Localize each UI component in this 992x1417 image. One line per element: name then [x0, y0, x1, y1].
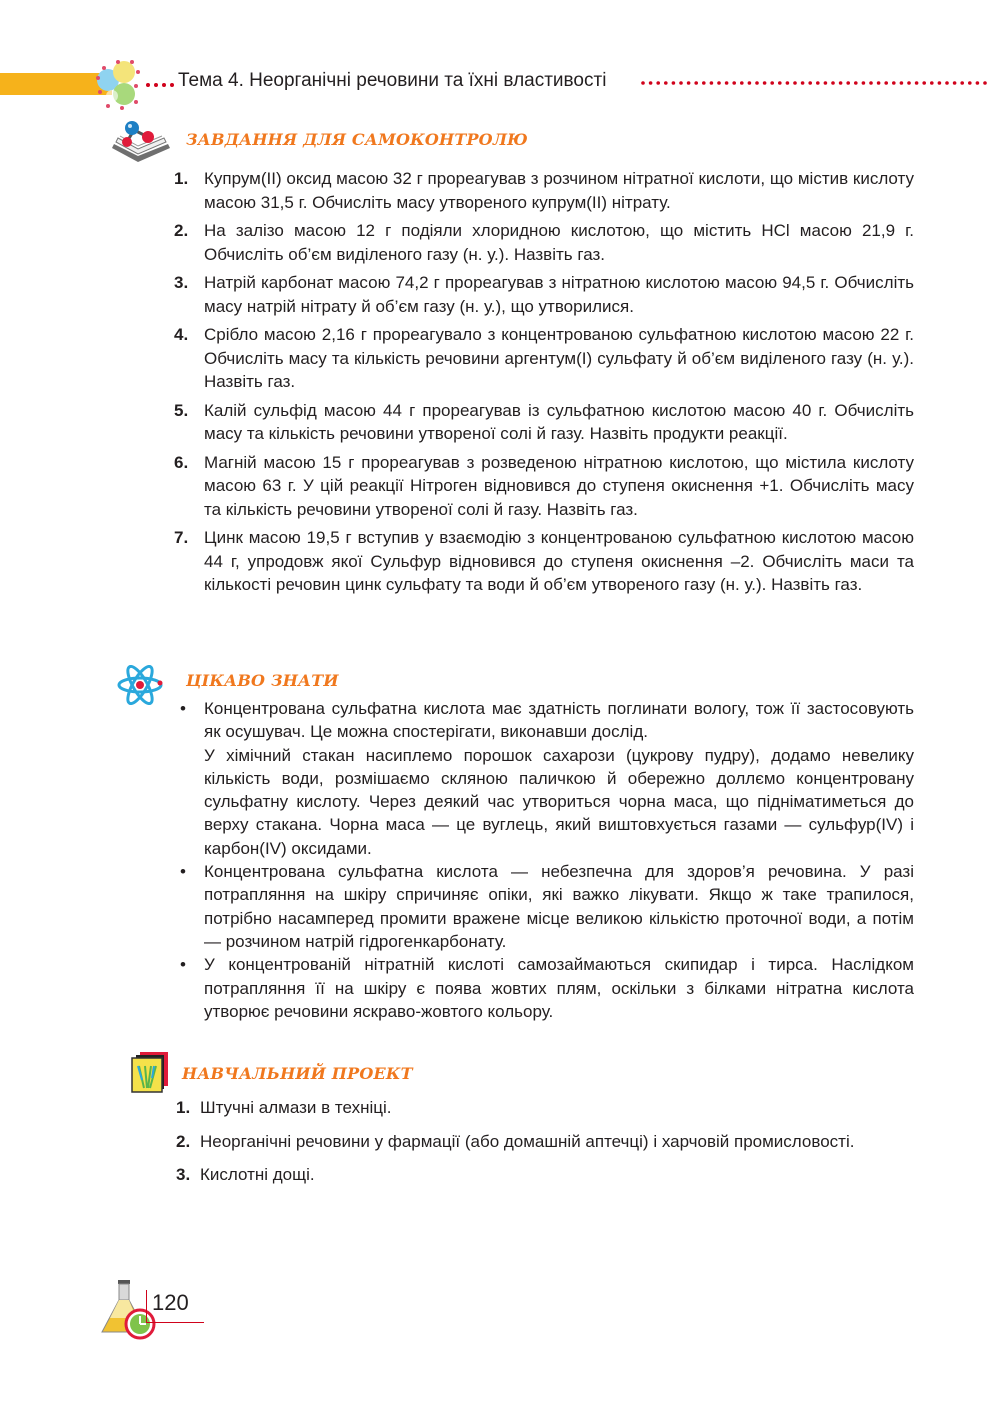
flask-clock-icon — [96, 1276, 160, 1342]
page-number: 120 — [152, 1290, 189, 1315]
interesting-facts-list — [176, 697, 914, 1023]
flower-decoration-icon — [92, 58, 152, 110]
list-item — [172, 526, 914, 597]
project-number: 3. — [176, 1165, 191, 1184]
project-text: Кислотні дощі. — [200, 1165, 315, 1184]
task-number: 6. — [174, 452, 189, 472]
task-number: 2. — [174, 221, 189, 240]
atom-icon — [116, 665, 164, 705]
chapter-title: Тема 4. Неорганічні речовини та їхні властивості — [178, 70, 607, 91]
list-item — [172, 399, 914, 446]
list-item — [176, 953, 914, 1023]
task-number: 5. — [174, 400, 189, 420]
self-control-task-list — [172, 167, 914, 602]
fact-paragraph: У концентрованій нітратній кислоті самозаймаються скипидар і тирса. Наслідком потрапляння її на шкіру є поява жовтих плям, оскільки з білками нітратна кислота утворює речовини яскраво-жовтого кольору. — [204, 955, 914, 1021]
task-text: На залізо масою 12 г подіяли хлоридною кислотою, що містить HCl масою 21,9 г. Обчисліть об’єм виділеного газу (н. у.). Назвіть газ. — [204, 221, 914, 264]
task-text: Натрій карбонат масою 74,2 г прореагував з нітратною кислотою масою 94,5 г. Обчисліть масу натрій нітрату й об’єм газу (н. у.), що утворилися. — [204, 273, 914, 316]
project-text: Неорганічні речовини у фармації (або домашній аптечці) і харчовій промисловості. — [200, 1131, 855, 1151]
list-item — [172, 167, 914, 214]
fact-paragraph: Концентрована сульфатна кислота — небезпечна для здоров’я речовина. У разі потрапляння на шкіру спричиняє опіки, які важко лікувати. Якщо ж таке трапилося, потрібно насамперед промити вражене місце великою кількістю проточної води, а потім — розчином натрій гідрогенкарбонату. — [204, 862, 914, 951]
task-text: Цинк масою 19,5 г вступив у взаємодію з концентрованою сульфатною кислотою масою 44 г, упродовж якої Сульфур відновився до ступеня окиснення –2. Обчисліть маси та кількості речовин цинк сульфату та води й об’єм утвореного газу (н. у.). Назвіть газ. — [204, 528, 914, 594]
fact-paragraph: Концентрована сульфатна кислота має здатність поглинати вологу, тож її застосовують як осушувач. Це можна спостерігати, виконавши дослід. — [204, 699, 914, 742]
task-number: 4. — [174, 325, 189, 344]
list-item — [176, 1096, 914, 1120]
section-title-interesting: ЦІКАВО ЗНАТИ — [186, 671, 339, 690]
project-topic-list — [176, 1096, 914, 1197]
header-dots-left — [145, 82, 177, 88]
task-number: 7. — [174, 528, 189, 547]
section-title-project: НАВЧАЛЬНИЙ ПРОЕКТ — [182, 1064, 413, 1083]
list-item — [172, 271, 914, 318]
list-item — [176, 860, 914, 953]
project-folder-icon — [130, 1050, 172, 1094]
list-item — [172, 451, 914, 522]
fact-paragraph: У хімічний стакан насиплемо порошок сахарози (цукрову пудру), додамо невелику кількість води, розмішаємо скляною паличкою й обережно доллємо концентровану сульфатну кислоту. Через деякий час утвориться чорна маса, що підніматиметься до верху стакана. Чорна маса — це вуглець, який виштовхується газами — сульфур(IV) і карбон(IV) оксидами. — [204, 745, 914, 858]
list-item — [172, 219, 914, 266]
task-number: 1. — [174, 169, 189, 188]
project-number: 2. — [176, 1131, 191, 1151]
footer-divider-vertical — [146, 1290, 147, 1323]
task-number: 3. — [174, 273, 189, 292]
project-number: 1. — [176, 1098, 191, 1117]
list-item — [172, 323, 914, 394]
task-text: Магній масою 15 г прореагував з розведеною нітратною кислотою, що містила кислоту масою 63 г. У цій реакції Нітроген відновився до ступеня окиснення +1. Обчисліть масу та кількість речовини утвореної солі й газу. Назвіть газ. — [204, 452, 914, 519]
list-item — [176, 697, 914, 860]
section-title-self-control: ЗАВДАННЯ ДЛЯ САМОКОНТРОЛЮ — [186, 130, 528, 149]
footer-divider — [146, 1322, 204, 1323]
bullet: • — [180, 862, 186, 882]
list-item — [176, 1130, 914, 1154]
task-text: Срібло масою 2,16 г прореагувало з концентрованою сульфатною кислотою масою 22 г. Обчисліть масу та кількість речовини аргентум(І) сульфату й об’єм виділеного газу (н. у.). Назвіть газ. — [204, 325, 914, 391]
header-dots-right — [640, 73, 992, 93]
list-item — [176, 1163, 914, 1187]
bullet: • — [180, 955, 186, 975]
task-text: Калій сульфід масою 44 г прореагував із сульфатною кислотою масою 40 г. Обчисліть масу та кількість речовини утвореної солі й газу. Назвіть продукти реакції. — [204, 400, 914, 443]
book-molecule-icon — [108, 118, 174, 170]
project-text: Штучні алмази в техніці. — [200, 1098, 392, 1117]
bullet: • — [180, 699, 186, 718]
task-text: Купрум(ІІ) оксид масою 32 г прореагував з розчином нітратної кислоти, що містив кислоту масою 31,5 г. Обчисліть масу утвореного купрум(ІІ) нітрату. — [204, 169, 914, 212]
